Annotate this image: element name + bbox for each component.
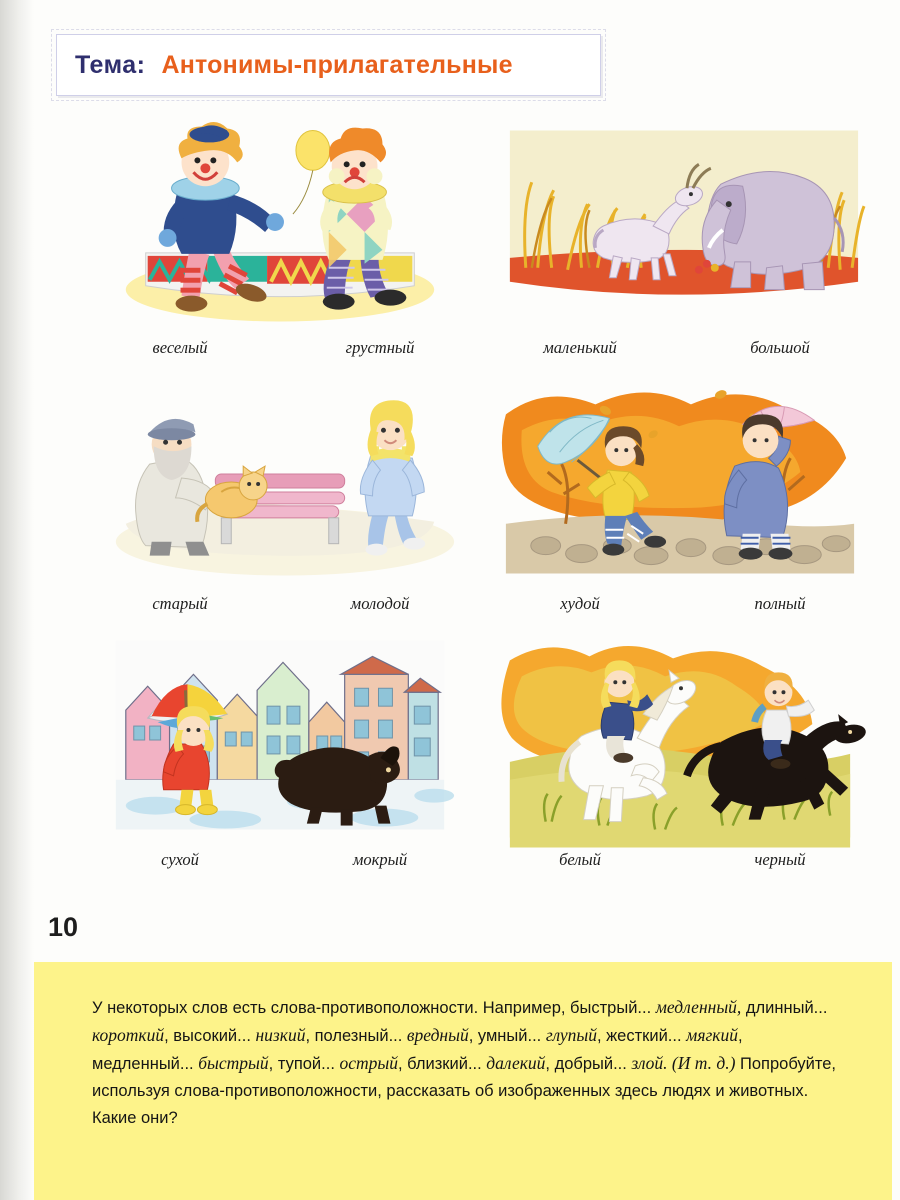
note-line2i3: вредный (406, 1025, 469, 1045)
captions-animals (480, 338, 880, 358)
picture-grid (80, 118, 880, 886)
caption-left: белый (559, 850, 601, 869)
note-line2e: , жесткий... (596, 1027, 682, 1045)
page-number: 10 (48, 912, 79, 942)
captions-clowns (80, 338, 480, 358)
pair-row (80, 374, 880, 614)
pair-cell-build (480, 374, 880, 614)
note-line3a: , медленный... (92, 1027, 743, 1073)
scene-clowns (86, 118, 474, 336)
note-line5: людях и животных. Какие они? (92, 1082, 809, 1127)
note-line2i4: глупый (545, 1025, 597, 1045)
caption-left: худой (560, 594, 600, 613)
note-line3i1: мягкий (686, 1025, 738, 1045)
scene-ages (86, 374, 474, 592)
note-paragraph (92, 994, 846, 1132)
note-line2b: , высокий... (164, 1027, 256, 1045)
scene-animals (486, 118, 874, 336)
pair-cell-wet-dry (80, 630, 480, 870)
caption-right: полный (754, 594, 806, 613)
captions-ages (80, 594, 480, 614)
pair-cell-colors (480, 630, 880, 870)
caption-right: черный (754, 850, 806, 869)
bottom-note (34, 962, 892, 1200)
scene-wet-dry (86, 630, 474, 848)
note-line3d: , добрый... (545, 1055, 632, 1073)
topic-title: Антонимы-прилагательные (161, 50, 513, 79)
scene-build (486, 374, 874, 592)
note-line2c: , полезный... (305, 1027, 407, 1045)
pair-cell-animals (480, 118, 880, 358)
topic-banner (56, 34, 601, 96)
note-line1a: У некоторых слов есть слова-противоположности. Например, быстрый... (92, 999, 656, 1017)
note-line3i4: далекий (486, 1053, 546, 1073)
caption-right: грустный (345, 338, 415, 357)
note-line1i: медленный, (655, 997, 742, 1017)
caption-left: старый (152, 594, 208, 613)
captions-colors (480, 850, 880, 870)
scene-colors (486, 630, 874, 848)
caption-left: веселый (152, 338, 208, 357)
caption-right: мокрый (352, 850, 408, 869)
note-line3i2: быстрый (198, 1053, 269, 1073)
topic-label: Тема: (75, 50, 146, 79)
note-line3b: , тупой... (268, 1055, 340, 1073)
book-binding-shadow (0, 0, 34, 1200)
note-line3c: , близкий... (398, 1055, 487, 1073)
note-line3i3: острый (339, 1053, 398, 1073)
caption-left: маленький (543, 338, 617, 357)
note-line2i2: низкий (255, 1025, 306, 1045)
caption-left: сухой (161, 850, 199, 869)
note-line4: Попробуйте, используя слова-противоположности, рассказать об изображенных здесь (92, 1055, 837, 1100)
pair-row (80, 118, 880, 358)
captions-build (480, 594, 880, 614)
captions-wet-dry (80, 850, 480, 870)
note-line2d: , умный... (468, 1027, 546, 1045)
pair-cell-ages (80, 374, 480, 614)
note-line2a: длинный... (745, 999, 828, 1017)
caption-right: молодой (350, 594, 410, 613)
caption-right: большой (750, 338, 810, 357)
note-line3i5: злой. (И т. д.) (631, 1053, 736, 1073)
pair-cell-clowns (80, 118, 480, 358)
pair-row (80, 630, 880, 870)
note-line2i1: короткий (92, 1025, 165, 1045)
